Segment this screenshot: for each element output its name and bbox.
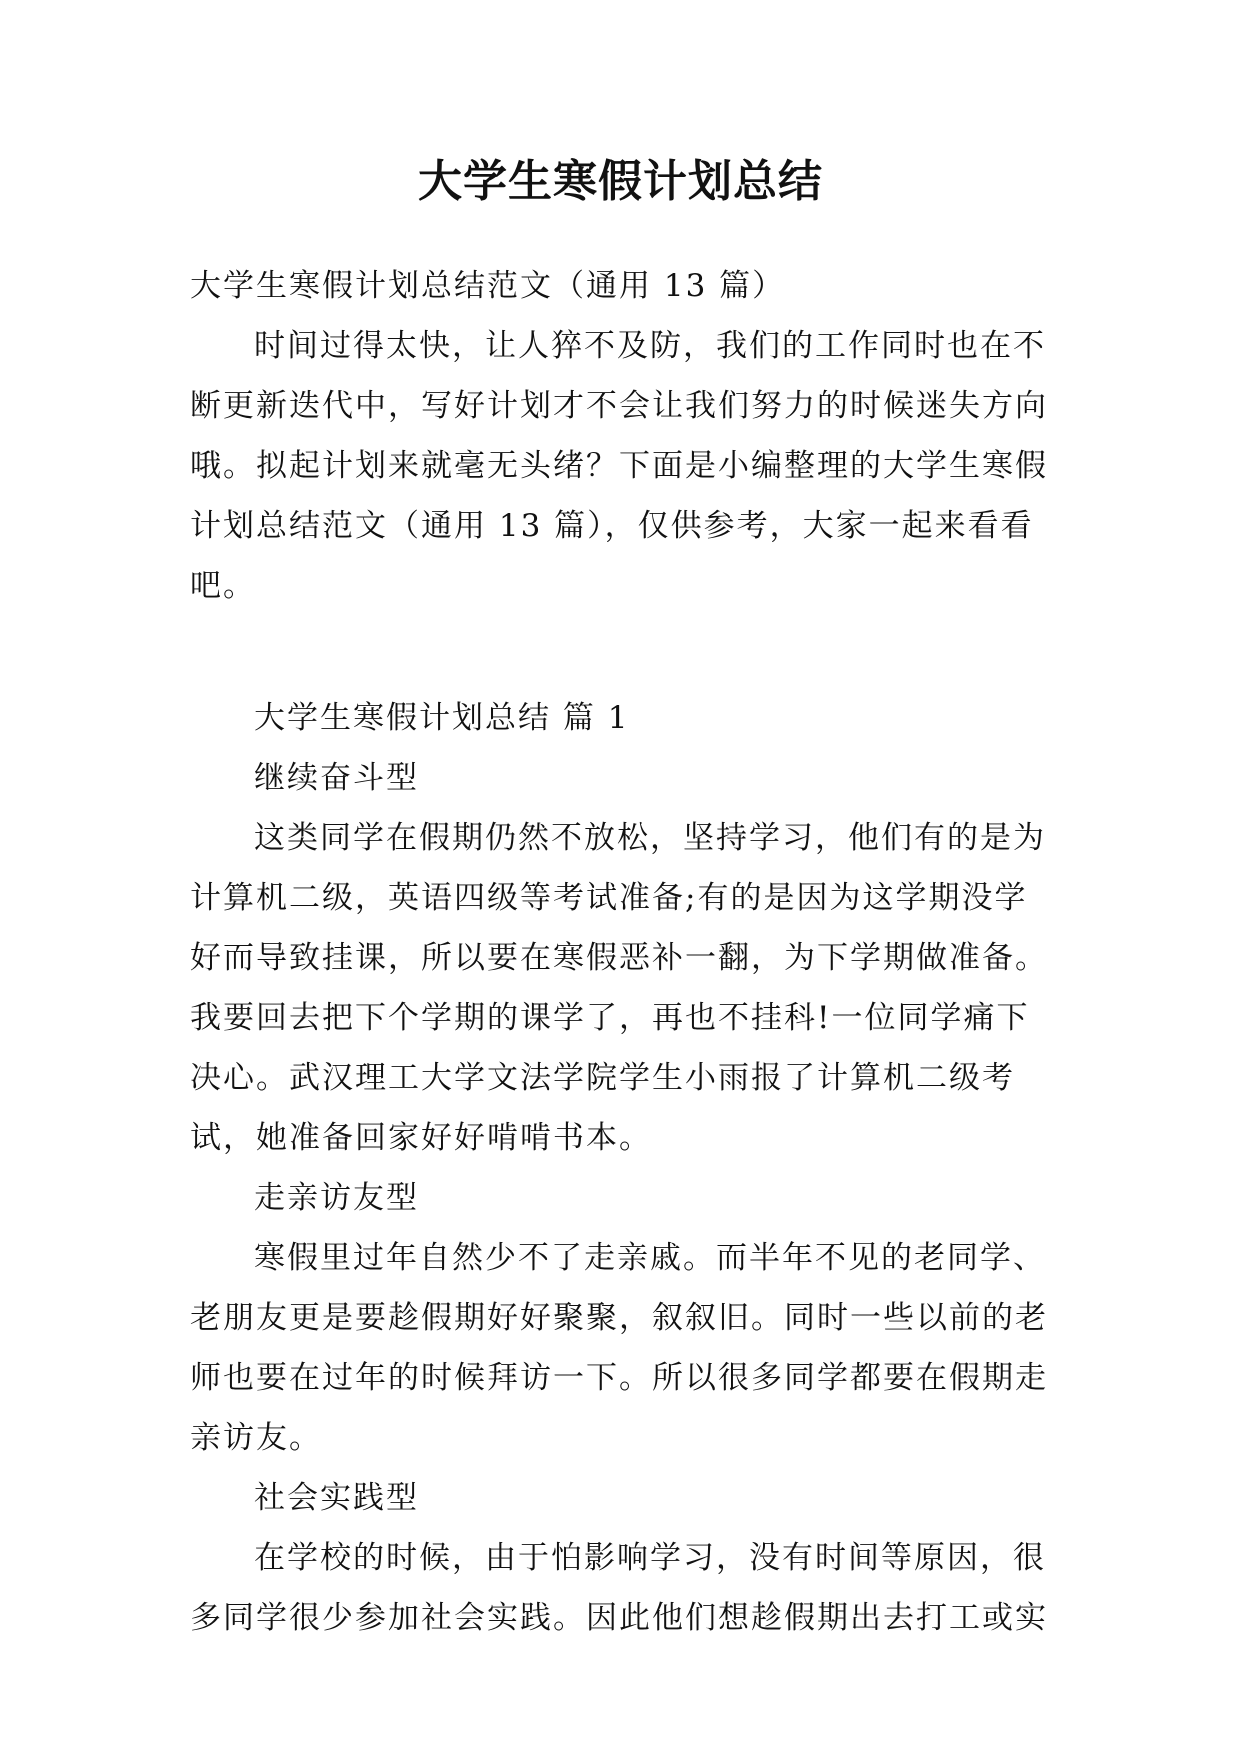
part-heading: 走亲访友型 bbox=[254, 1180, 419, 1216]
part-heading: 社会实践型 bbox=[254, 1480, 419, 1516]
part-paragraph: 寒假里过年自然少不了走亲戚。而半年不见的老同学、老朋友更是要趁假期好好聚聚，叙叙旧。同时一些以前的老师也要在过年的时候拜访一下。所以很多同学都要在假期走亲访友。 bbox=[190, 1240, 1048, 1456]
document-title: 大学生寒假计划总结 bbox=[418, 156, 823, 207]
part-heading: 继续奋斗型 bbox=[254, 760, 419, 796]
part-paragraph: 在学校的时候，由于怕影响学习，没有时间等原因，很多同学很少参加社会实践。因此他们想趁假期出去打工或实 bbox=[190, 1540, 1048, 1636]
section-heading: 大学生寒假计划总结 篇 1 bbox=[254, 700, 630, 736]
document-body bbox=[190, 256, 1060, 1648]
part-paragraph: 这类同学在假期仍然不放松，坚持学习，他们有的是为计算机二级，英语四级等考试准备;有的是因为这学期没学好而导致挂课，所以要在寒假恶补一翻，为下学期做准备。我要回去把下个学期的课学了，再也不挂科!一位同学痛下决心。武汉理工大学文法学院学生小雨报了计算机二级考试，她准备回家好好啃啃书本。 bbox=[190, 820, 1048, 1156]
intro-paragraph: 时间过得太快，让人猝不及防，我们的工作同时也在不断更新迭代中，写好计划才不会让我们努力的时候迷失方向哦。拟起计划来就毫无头绪？下面是小编整理的大学生寒假计划总结范文（通用 13 篇），仅供参考，大家一起来看看吧。 bbox=[190, 328, 1048, 604]
document-subtitle: 大学生寒假计划总结范文（通用 13 篇） bbox=[190, 268, 786, 304]
section-spacer bbox=[190, 616, 1060, 688]
